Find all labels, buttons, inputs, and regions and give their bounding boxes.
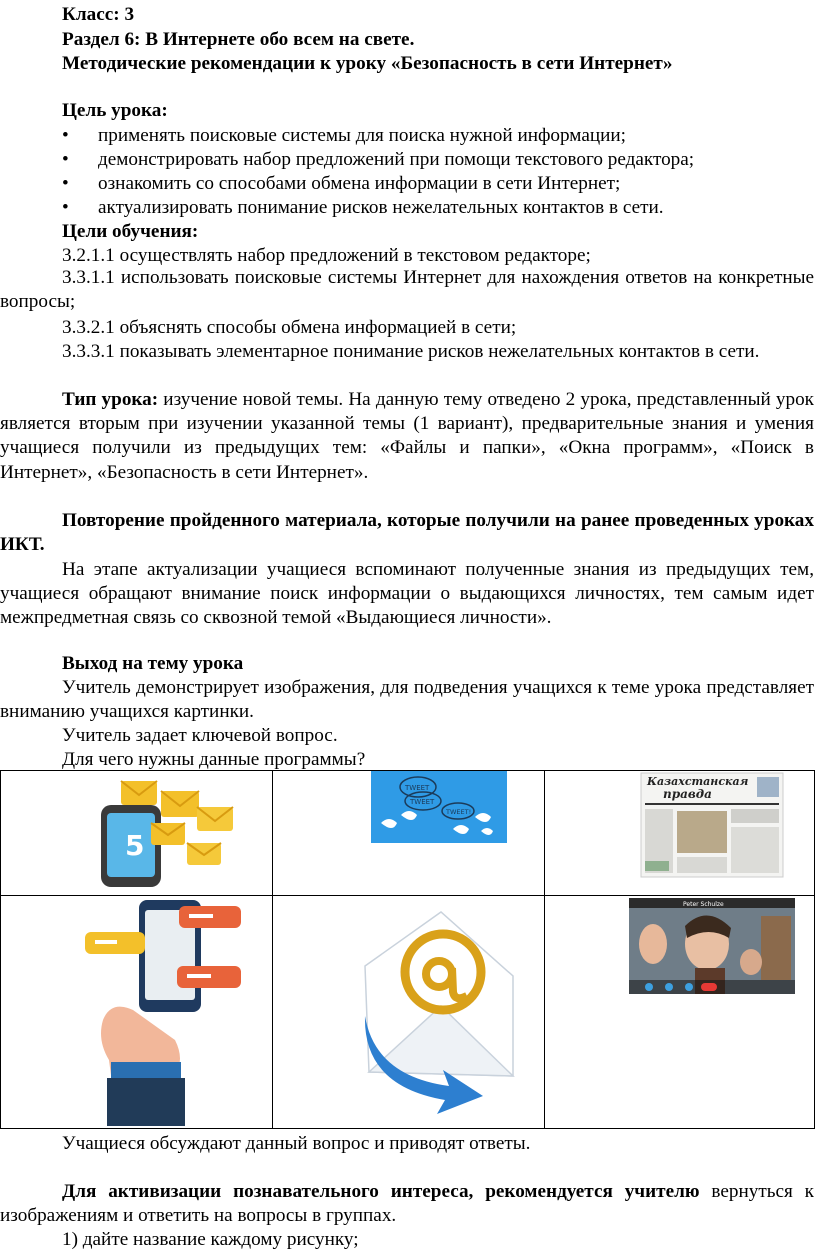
goal-text: применять поисковые системы для поиска нужной информации; (98, 125, 626, 146)
bullet-icon: • (62, 125, 69, 146)
svg-text:5: 5 (125, 829, 145, 862)
bullet-icon: • (62, 197, 69, 218)
interest-rest: вернуться к изображениям и ответить на вопросы в группах. (0, 1181, 814, 1227)
goals-heading: Цель урока: (62, 100, 168, 121)
discussion-line: Учащиеся обсуждают данный вопрос и приводят ответы. (62, 1133, 531, 1154)
bullet-icon: • (62, 149, 69, 170)
interest-bold: Для активизации познавательного интереса, рекомендуется учителю (62, 1181, 700, 1202)
cell-newspaper (545, 771, 815, 896)
objective-item: 3.2.1.1 осуществлять набор предложений в текстовом редакторе; (62, 245, 591, 266)
section-line: Раздел 6: В Интернете обо всем на свете. (62, 29, 415, 50)
chat-phone-image (1, 896, 273, 1128)
interest-paragraph (0, 1180, 814, 1228)
bullet-icon: • (62, 173, 69, 194)
email-image (273, 896, 545, 1128)
review-heading: Повторение пройденного материала, которые получили на ранее проведенных уроках ИКТ. (0, 510, 814, 556)
goal-text: ознакомить со способами обмена информации в сети Интернет; (98, 173, 621, 194)
topic-heading: Выход на тему урока (62, 653, 244, 674)
class-line: Класс: 3 (62, 4, 135, 25)
newspaper-image (545, 771, 815, 895)
objective-item: 3.3.2.1 объяснять способы обмена информацией в сети; (62, 317, 517, 338)
topic-question: Для чего нужны данные программы? (62, 749, 366, 770)
newspaper-title: правда (663, 787, 712, 801)
cell-video-call (545, 896, 815, 1129)
lesson-type-paragraph (0, 388, 814, 485)
review-text: На этапе актуализации учащиеся вспоминают полученные знания из предыдущих тем, учащиеся обращают внимание поиск информации о выдающихся личностях, тем самым идет межпредметная связь со сквозной темой «Выдающиеся личности». (0, 559, 814, 629)
cell-sms (1, 771, 273, 896)
objective-item: 3.3.1.1 использовать поисковые системы Интернет для нахождения ответов на конкретные вопросы; (0, 267, 814, 313)
tweet-label: TWEET! (446, 808, 472, 816)
newspaper-title: Казахстанская (647, 775, 749, 788)
task-1: 1) дайте название каждому рисунку; (62, 1229, 359, 1250)
sms-phone-image (1, 771, 273, 895)
topic-text: Учитель демонстрирует изображения, для подведения учащихся к теме урока представляет вниманию учащихся картинки. (0, 677, 814, 723)
video-caller-name: Peter Schulze (683, 901, 724, 908)
objectives-heading: Цели обучения: (62, 221, 199, 242)
twitter-image (273, 771, 545, 895)
tweet-label: TWEET (405, 784, 430, 792)
lesson-type-label: Тип урока: (62, 389, 159, 410)
cell-chat (1, 896, 273, 1129)
lesson-type-text: изучение новой темы. На данную тему отведено 2 урока, представленный урок является вторым при изучении указанной темы (1 вариант), предварительные знания и умения учащиеся получили из предыдущих тем: «Файлы и папки», «Окна программ», «Поиск в Интернет», «Безопасность в сети Интернет». (0, 389, 814, 483)
video-call-image (545, 896, 815, 1128)
guidelines-line: Методические рекомендации к уроку «Безопасность в сети Интернет» (62, 53, 673, 74)
topic-line2: Учитель задает ключевой вопрос. (62, 725, 338, 746)
goal-text: актуализировать понимание рисков нежелательных контактов в сети. (98, 197, 664, 218)
goal-text: демонстрировать набор предложений при помощи текстового редактора; (98, 149, 695, 170)
cell-twitter (273, 771, 545, 896)
cell-email (273, 896, 545, 1129)
image-table (0, 770, 815, 1129)
tweet-label: TWEET (410, 798, 435, 806)
objective-item: 3.3.3.1 показывать элементарное понимание рисков нежелательных контактов в сети. (62, 341, 760, 362)
